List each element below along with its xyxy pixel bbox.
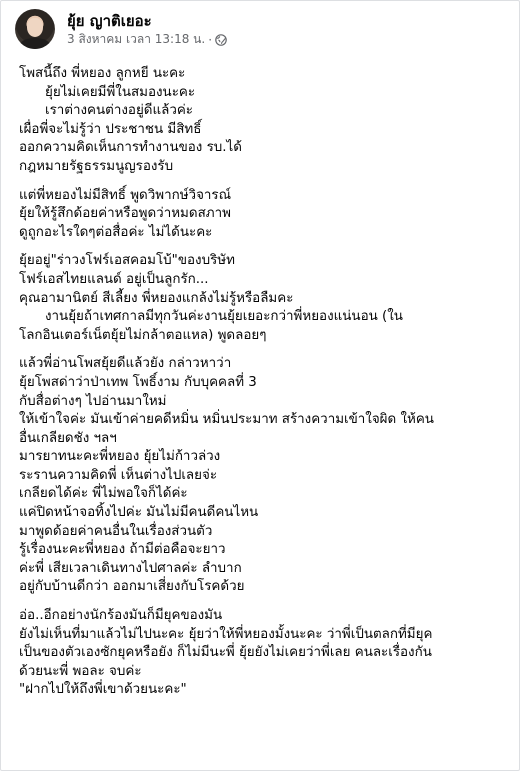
post-text-line: คุณอามานิตย์ สีเลี้ยง พี่หยองแกล้งไม่รู้หรือลืมคะ xyxy=(19,290,294,306)
post-text-line: ยุ้ยไม่เคยมีพี่ในสมองนะคะ xyxy=(45,84,196,100)
avatar[interactable] xyxy=(15,9,55,49)
post-text-line: มารยาทนะคะพี่หยอง ยุ้ยไม่ก้าวล่วง xyxy=(19,449,221,465)
post-paragraph xyxy=(19,355,514,597)
post-text-line: ระรานความคิดพี่ เห็นต่างไปเลยจ่ะ xyxy=(19,467,218,483)
post-text-line: กับสื่อต่างๆ ไปอ่านมาใหม่ xyxy=(19,393,167,409)
post-text-line: ยุ้ยอยู่"ร่าวงโฟร์เอสคอมโบ้"ของบริษัท xyxy=(19,253,235,269)
post-text-line: กฎหมายรัฐธรรมนูญรองรับ xyxy=(19,158,174,174)
post-text-line: โพสนี้ถึง พี่หยอง ลูกหยี นะคะ xyxy=(19,66,186,81)
post-text-line: เกลียดได้ค่ะ พี่ไม่พอใจก็ได้ค่ะ xyxy=(19,486,188,502)
post-timestamp[interactable]: 3 สิงหาคม เวลา 13:18 น. xyxy=(67,32,206,46)
post-text-line: อ่อ..อีกอย่างนักร้องมันก็มียุคของมัน xyxy=(19,608,223,624)
author-name[interactable]: ยุ้ย ญาติเยอะ xyxy=(67,12,152,30)
avatar-shirt xyxy=(20,38,50,49)
post-text-line: ด้วยนะพี่ พอละ จบค่ะ xyxy=(19,663,142,679)
post-text-line: โลกอินเตอร์เน็ตยุ้ยไม่กล้าตอแหล) พูดลอยๆ xyxy=(19,327,267,343)
post-text-line: ยังไม่เห็นที่มาแล้วไม่ไปนะคะ ยุ้ยว่าให้พี่หยองมั้งนะคะ ว่าพี่เป็นตลกที่มียุค xyxy=(19,626,433,642)
post-paragraph xyxy=(19,607,514,700)
post-text-line: อยู่กับบ้านดีกว่า ออกมาเสี่ยงกับโรคด้วย xyxy=(19,579,245,595)
post-meta xyxy=(67,30,227,49)
post-paragraph xyxy=(19,252,514,345)
globe-icon[interactable] xyxy=(215,34,227,46)
post-header xyxy=(11,9,491,49)
post-text-line: ดูถูกอะไรใดๆต่อสื่อค่ะ ไม่ได้นะคะ xyxy=(19,224,213,240)
post-text-line: เราต่างคนต่างอยู่ดีแล้วค่ะ xyxy=(45,103,193,119)
post-text-line: แล้วพี่อ่านโพสยุ้ยดีแล้วยัง กล่าวหาว่า xyxy=(19,356,232,372)
post-text-line: งานยุ้ยถ้าเทศกาลมีทุกวันค่ะงานยุ้ยเยอะกว่าพี่หยองแน่นอน (ใน xyxy=(45,309,403,325)
post-paragraph xyxy=(19,65,514,177)
post-text-line: มาพูดด้อยค่าคนอื่นในเรื่องส่วนตัว xyxy=(19,523,213,539)
post-text-line: ยุ้ยให้รู้สึกด้อยค่าหรือพูดว่าหมดสภาพ xyxy=(19,206,231,222)
post-paragraph xyxy=(19,187,514,243)
post-text-line: เผื่อพี่จะไม่รู้ว่า ประชาชน มีสิทธิ์ xyxy=(19,121,202,137)
post-text-line: ค่ะพี่ เสียเวลาเดินทางไปศาลค่ะ ลำบาก xyxy=(19,560,242,576)
post-text-line: เป็นของตัวเองซักยุคหรือยัง ก็ไม่มีนะพี่ ยุ้ยยังไม่เคยว่าพี่เลย คนละเรื่องกัน xyxy=(19,645,432,661)
avatar-face xyxy=(27,18,43,37)
meta-separator: · xyxy=(208,32,213,47)
post-text-line: แค่ปิดหน้าจอทิ้งไปค่ะ มันไม่มีคนดีคนไหน xyxy=(19,505,259,521)
post-text-line: ออกความคิดเห็นการทำงานของ รบ.ได้ xyxy=(19,140,242,156)
post-text-line: ยุ้ยโพสด่าว่าป่าเทพ โพธิ์งาม กับบุคคลที่ 3 xyxy=(19,374,257,390)
post-text-line: "ฝากไปให้ถึงพี่เขาด้วยนะคะ" xyxy=(19,682,187,698)
post-text-line: รู้เรื่องนะคะพี่หยอง ถ้ามีต่อคือจะยาว xyxy=(19,542,226,558)
post-body xyxy=(19,65,514,710)
post-text-line: โฟร์เอสไทยแลนด์ อยู่เป็นลูกรัก... xyxy=(19,271,209,287)
post-text-line: แต่พี่หยองไม่มีสิทธิ์ พูดวิพากษ์วิจารณ์ xyxy=(19,187,232,203)
post-text-line: อื่นเกลียดชัง ฯลฯ xyxy=(19,430,117,446)
post-text-line: ให้เข้าใจค่ะ มันเข้าค่ายคดีหมิ่น หมิ่นประมาท สร้างความเข้าใจผิด ให้คน xyxy=(19,412,434,428)
